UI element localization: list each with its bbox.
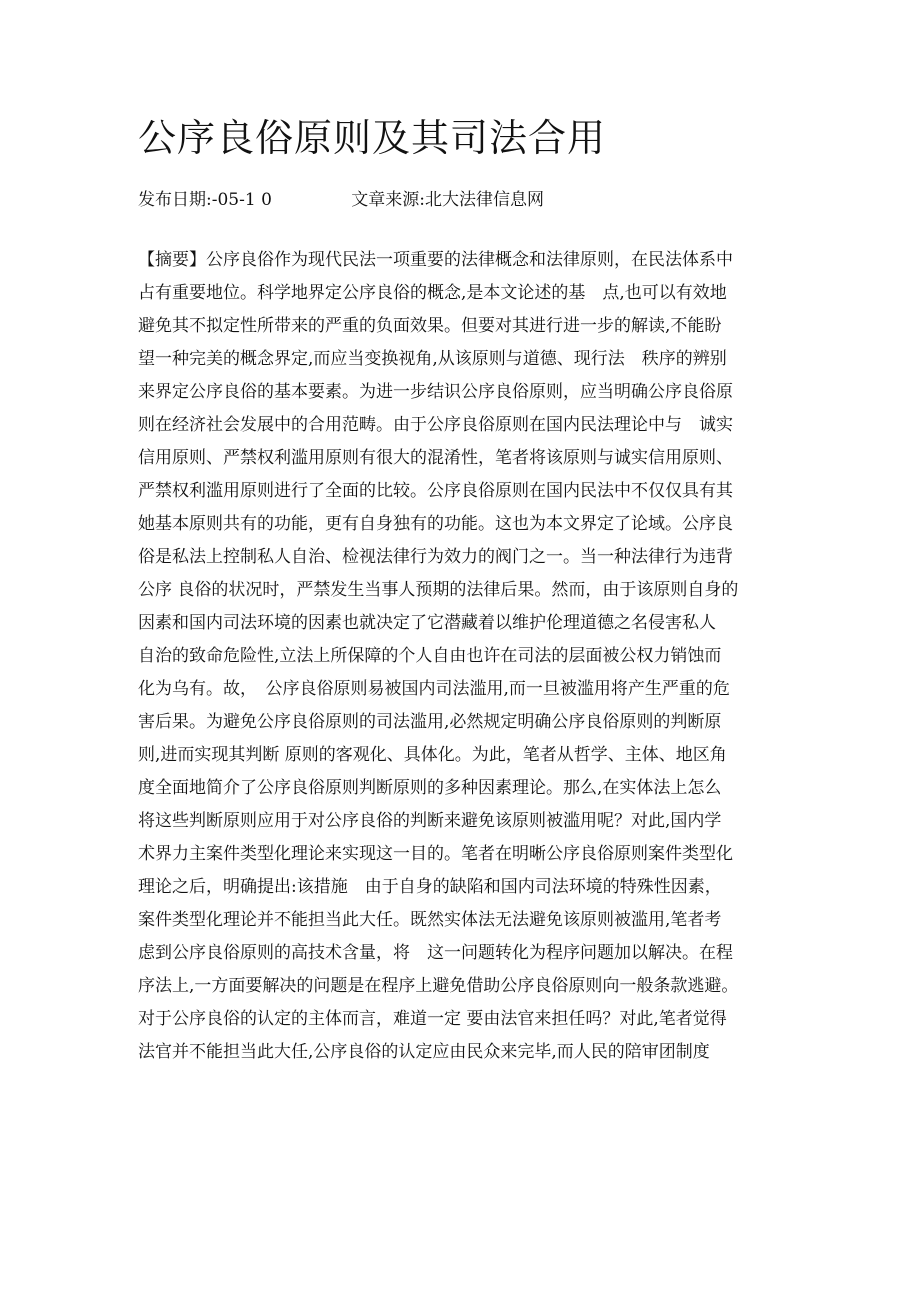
abstract-line: 化为乌有。故， 公序良俗原则易被国内司法滥用,而一旦被滥用将产生严重的危 [138,679,730,699]
abstract-line: 则在经济社会发展中的合用范畴。由于公序良俗原则在国内民法理论中与 诚实 [138,415,733,435]
abstract-line: 严禁权利滥用原则进行了全面的比较。公序良俗原则在国内民法中不仅仅具有其 [138,481,733,501]
page-title: 公序良俗原则及其司法合用 [138,116,607,160]
abstract-line: 将这些判断原则应用于对公序良俗的判断来避免该原则被滥用呢？对此,国内学 [138,811,722,831]
abstract-line: 占有重要地位。科学地界定公序良俗的概念,是本文论述的基 点,也可以有效地 [138,283,727,303]
abstract-line: 序法上,一方面要解决的问题是在程序上避免借助公序良俗原则向一般条款逃避。 [138,976,739,996]
abstract-line: 度全面地简介了公序良俗原则判断原则的多种因素理论。那么,在实体法上怎么 [138,778,722,798]
abstract-line: 公序 良俗的状况时，严禁发生当事人预期的法律后果。然而，由于该原则自身的 [138,580,739,600]
article-source: 文章来源:北大法律信息网 [351,190,545,210]
abstract-body [138,244,798,1069]
abstract-line: 来界定公序良俗的基本要素。为进一步结识公序良俗原则，应当明确公序良俗原 [138,382,733,402]
abstract-line: 害后果。为避免公序良俗原则的司法滥用,必然规定明确公序良俗原则的判断原 [138,712,722,732]
abstract-line: 对于公序良俗的认定的主体而言，难道一定 要由法官来担任吗？对此,笔者觉得 [138,1009,727,1029]
abstract-line: 【摘要】公序良俗作为现代民法一项重要的法律概念和法律原则，在民法体系中 [138,250,733,270]
abstract-line: 虑到公序良俗原则的高技术含量，将 这一问题转化为程序问题加以解决。在程 [138,943,733,963]
abstract-line: 法官并不能担当此大任,公序良俗的认定应由民众来完毕,而人民的陪审团制度 [138,1042,710,1062]
article-meta [138,186,544,214]
abstract-line: 俗是私法上控制私人自治、检视法律行为效力的阀门之一。当一种法律行为违背 [138,547,733,567]
abstract-line: 则,进而实现其判断 原则的客观化、具体化。为此，笔者从哲学、主体、地区角 [138,745,727,765]
abstract-line: 案件类型化理论并不能担当此大任。既然实体法无法避免该原则被滥用,笔者考 [138,910,722,930]
abstract-line: 她基本原则共有的功能，更有自身独有的功能。这也为本文界定了论域。公序良 [138,514,733,534]
abstract-line: 避免其不拟定性所带来的严重的负面效果。但要对其进行进一步的解读,不能盼 [138,316,722,336]
abstract-line: 因素和国内司法环境的因素也就决定了它潜藏着以维护伦理道德之名侵害私人 [138,613,716,633]
abstract-line: 信用原则、严禁权利滥用原则有很大的混淆性，笔者将该原则与诚实信用原则、 [138,448,733,468]
publish-date: 发布日期:-05-1 0 [138,190,272,210]
abstract-line: 术界力主案件类型化理论来实现这一目的。笔者在明晰公序良俗原则案件类型化 [138,844,733,864]
abstract-line: 理论之后，明确提出:该措施 由于自身的缺陷和国内司法环境的特殊性因素， [138,877,722,897]
abstract-line: 自治的致命危险性,立法上所保障的个人自由也许在司法的层面被公权力销蚀而 [138,646,722,666]
abstract-line: 望一种完美的概念界定,而应当变换视角,从该原则与道德、现行法 秩序的辨别 [138,349,727,369]
